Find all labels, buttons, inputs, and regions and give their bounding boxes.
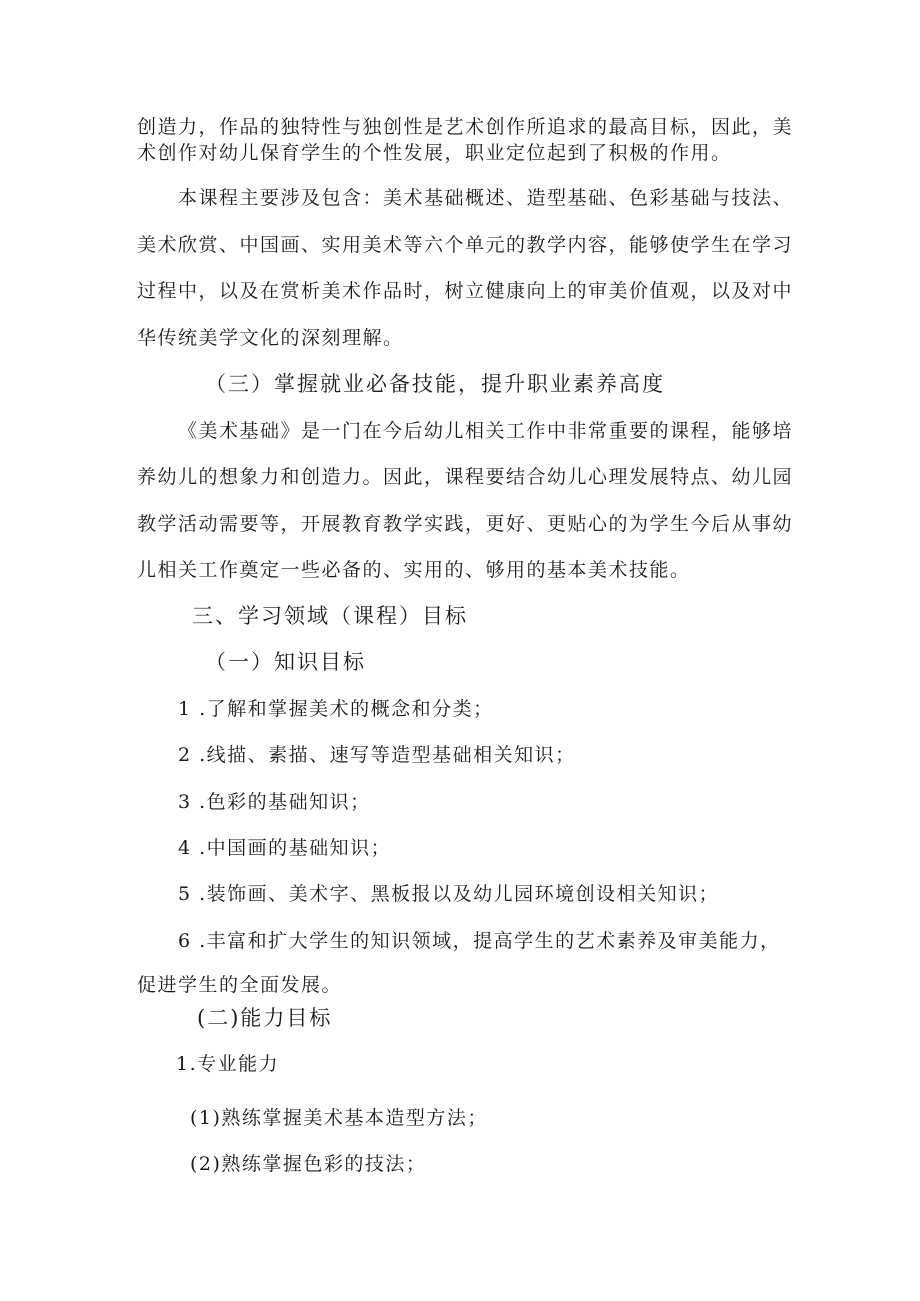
chapter-heading: 三、学习领域（课程）目标 [192, 604, 468, 628]
section-heading: （三）掌握就业必备技能，提升职业素养高度 [205, 372, 665, 396]
section-heading: （一）知识目标 [205, 650, 366, 674]
body-line: 儿相关工作奠定一些必备的、实用的、够用的基本美术技能。 [137, 559, 691, 581]
list-item: 5 .装饰画、美术字、黑板报以及幼儿园环境创设相关知识； [178, 883, 720, 905]
list-item: 4 .中国画的基础知识； [178, 837, 392, 859]
list-item: 6 .丰富和扩大学生的知识领域，提高学生的艺术素养及审美能力， [178, 930, 781, 952]
body-line: 过程中，以及在赏析美术作品时，树立健康向上的审美价值观，以及对中 [137, 280, 794, 302]
list-item-continuation: 促进学生的全面发展。 [137, 974, 343, 996]
body-line: 《美术基础》是一门在今后幼儿相关工作中非常重要的课程，能够培 [178, 420, 794, 442]
body-line: 术创作对幼儿保育学生的个性发展，职业定位起到了积极的作用。 [137, 142, 732, 164]
list-item: 2 .线描、素描、速写等造型基础相关知识； [178, 744, 576, 766]
body-line: 教学活动需要等，开展教育教学实践，更好、更贴心的为学生今后从事幼 [137, 513, 794, 535]
list-item: (1)熟练掌握美术基本造型方法； [190, 1107, 488, 1129]
body-line: 华传统美学文化的深刻理解。 [137, 327, 404, 349]
body-line: 养幼儿的想象力和创造力。因此，课程要结合幼儿心理发展特点、幼儿园 [137, 466, 794, 488]
body-line: 本课程主要涉及包含：美术基础概述、造型基础、色彩基础与技法、 [178, 187, 794, 209]
body-line: 美术欣赏、中国画、实用美术等六个单元的教学内容，能够使学生在学习 [137, 234, 794, 256]
body-line: 创造力，作品的独特性与独创性是艺术创作所追求的最高目标，因此，美 [137, 116, 794, 138]
list-item: 1 .了解和掌握美术的概念和分类； [178, 698, 494, 720]
list-item: (2)熟练掌握色彩的技法； [190, 1153, 427, 1175]
list-item: 3 .色彩的基础知识； [178, 791, 371, 813]
subheading: 1.专业能力 [176, 1053, 280, 1075]
section-heading: (二)能力目标 [197, 1006, 333, 1030]
